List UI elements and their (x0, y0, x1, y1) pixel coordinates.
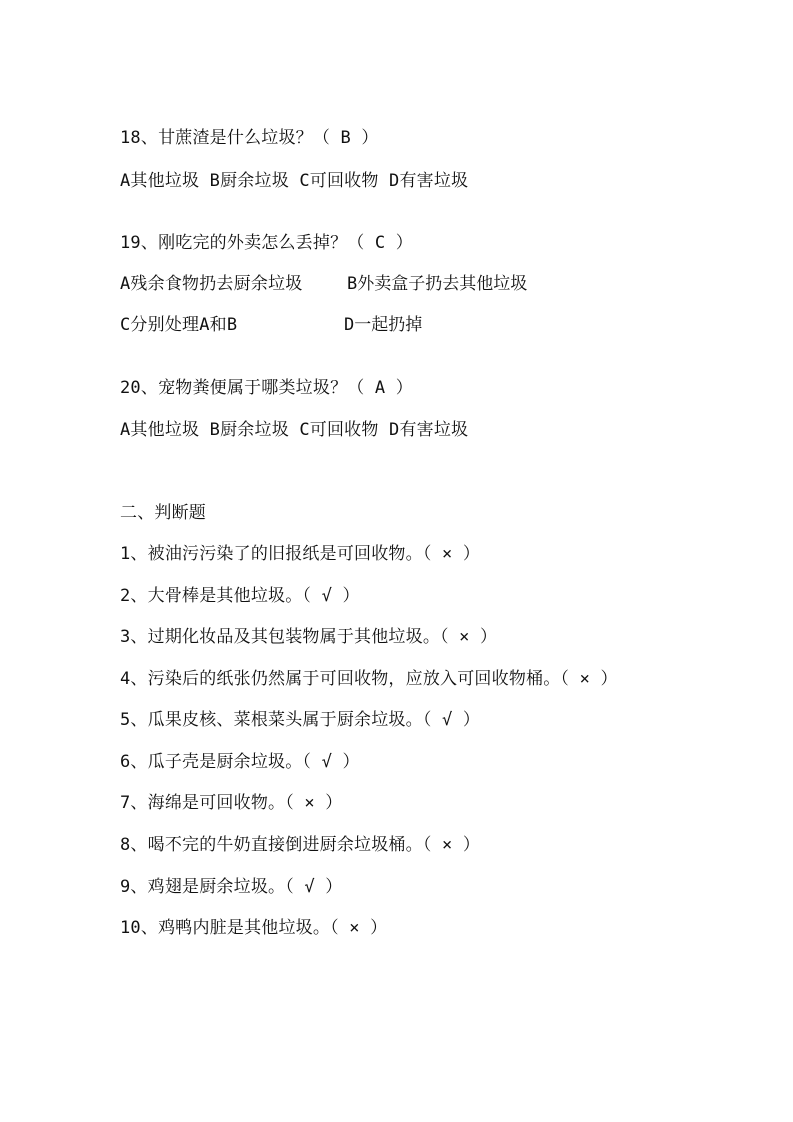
question-19-option-c: C分别处理A和B (120, 315, 238, 335)
question-19-option-d: D一起扔掉 (344, 315, 423, 335)
question-20-options: A其他垃圾 B厨余垃圾 C可回收物 D有害垃圾 (120, 420, 469, 440)
tf-item-10: 10、鸡鸭内脏是其他垃圾。（ × ） (120, 918, 388, 938)
tf-item-2: 2、大骨棒是其他垃圾。（ √ ） (120, 586, 360, 606)
tf-item-5: 5、瓜果皮核、菜根菜头属于厨余垃圾。（ √ ） (120, 710, 481, 730)
question-19: 19、刚吃完的外卖怎么丢掉？（ C ） (120, 233, 413, 253)
tf-item-7: 7、海绵是可回收物。（ × ） (120, 793, 343, 813)
tf-item-1: 1、被油污污染了的旧报纸是可回收物。（ × ） (120, 544, 481, 564)
question-18-options: A其他垃圾 B厨余垃圾 C可回收物 D有害垃圾 (120, 171, 469, 191)
tf-item-6: 6、瓜子壳是厨余垃圾。（ √ ） (120, 752, 360, 772)
tf-item-8: 8、喝不完的牛奶直接倒进厨余垃圾桶。（ × ） (120, 835, 481, 855)
tf-item-9: 9、鸡翅是厨余垃圾。（ √ ） (120, 877, 343, 897)
question-19-option-b: B外卖盒子扔去其他垃圾 (347, 274, 528, 294)
question-20: 20、宠物粪便属于哪类垃圾？（ A ） (120, 378, 413, 398)
tf-item-3: 3、过期化妆品及其包装物属于其他垃圾。（ × ） (120, 627, 498, 647)
section-2-title: 二、判断题 (120, 503, 206, 523)
question-18: 18、甘蔗渣是什么垃圾？（ B ） (120, 128, 379, 148)
tf-item-4: 4、污染后的纸张仍然属于可回收物，应放入可回收物桶。（ × ） (120, 669, 618, 689)
question-19-option-a: A残余食物扔去厨余垃圾 (120, 274, 303, 294)
